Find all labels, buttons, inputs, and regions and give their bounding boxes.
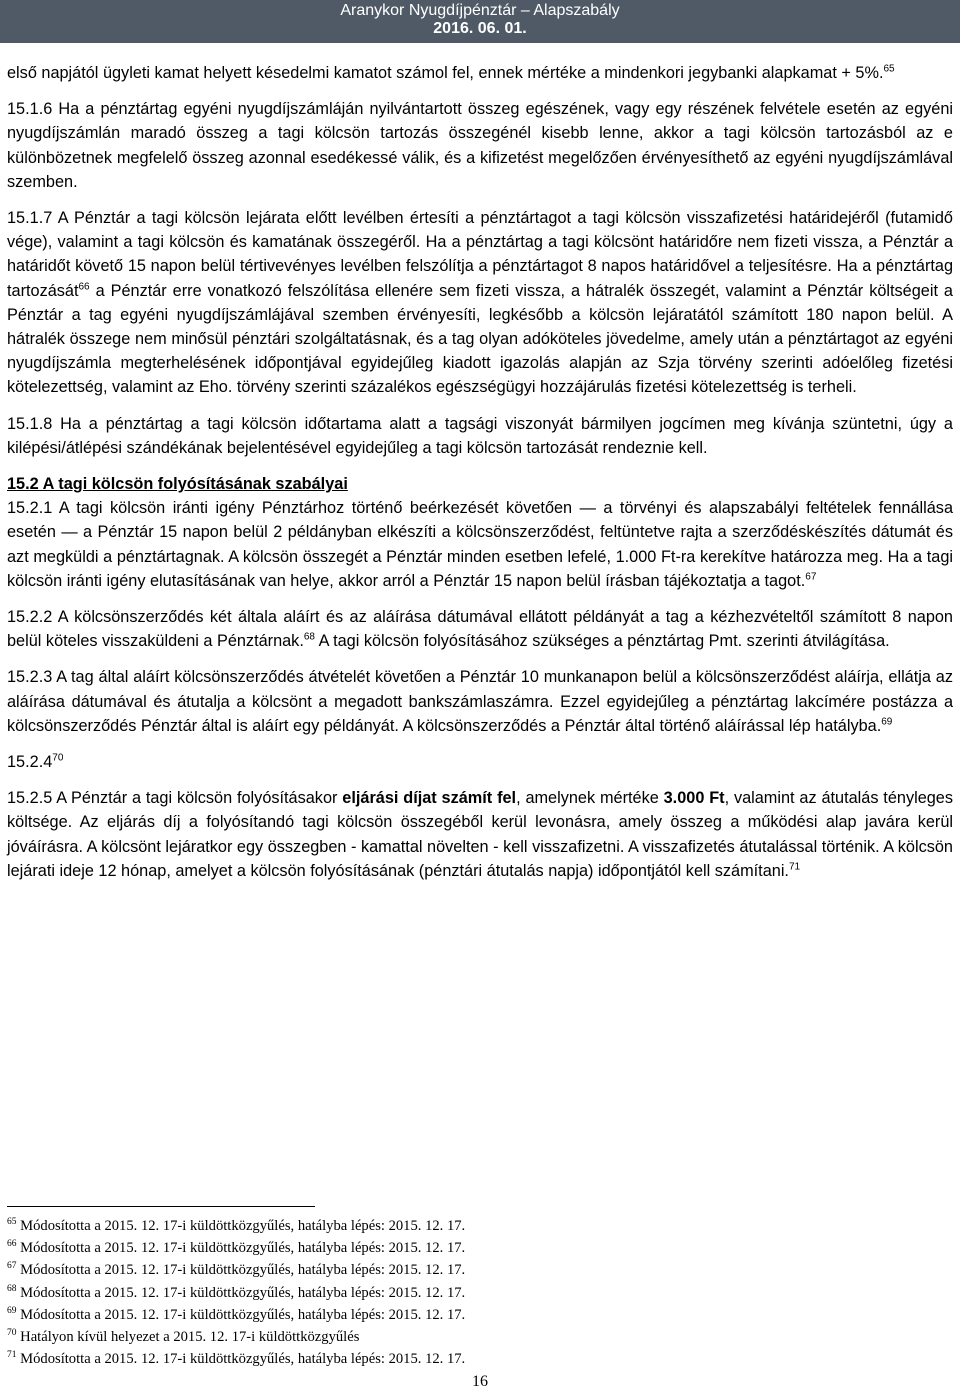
footnote: $^{68}$ Módosította a 2015. 12. 17-i küldöttközgyűlés, hatályba lépés: 2015. 12. 17. <box>7 1283 466 1301</box>
paragraph-15-2-1: 15.2.1 A tagi kölcsön iránti igény Pénztárhoz történő beérkezését követően — a törvényi és alapszabályi feltételek fennállása esetén — a Pénztár 15 napon belül 2 példányban elkészíti a kölcsönszerződést, feltüntetve rajta a szerződéskészítés dátumát és azt megküldi a pénztártagnak. A kölcsön összegét a Pénztár minden esetben lefelé, 1.000 Ft-ra kerekítve határozza meg. Ha a tagi kölcsön iránti igény elutasításának van helye, akkor arról a Pénztár 15 napon belül írásban tájékoztatja a tagot.$^{67}$ <box>7 499 953 590</box>
header-date: 2016. 06. 01. <box>433 20 527 37</box>
paragraph-15-1-6: 15.1.6 Ha a pénztártag egyéni nyugdíjszámláján nyilvántartott összeg egészének, vagy egy részének felvétele esetén az egyéni nyugdíjszámlán maradó összeg a tagi kölcsön tartozás összegénél kisebb lenne, akkor a tagi kölcsön tartozásból az e különbözetnek megfelelő összeg azonnal esedékessé válik, és a kifizetést megelőzően érvényesíthető az egyéni nyugdíjszámlával szemben. <box>7 100 953 191</box>
footnote: $^{65}$ Módosította a 2015. 12. 17-i küldöttközgyűlés, hatályba lépés: 2015. 12. 17. <box>7 1217 466 1234</box>
footnote-ref[interactable]: 70 <box>52 752 64 764</box>
footnotes <box>7 1215 947 1370</box>
section-title: 15.2 A tagi kölcsön folyósításának szabályai <box>7 475 348 494</box>
footnote-ref[interactable]: 65 <box>883 63 895 75</box>
paragraph-15-2-3: 15.2.3 A tag által aláírt kölcsönszerződés átvételét követően a Pénztár 10 munkanapon belül a kölcsönszerződést aláírja, ellátja az aláírása dátumával és átutalja a kölcsönt a megadott bankszámlaszámra. Ezzel egyidejűleg a pénztártag lakcímére postázza a kölcsönszerződés Pénztár által is aláírt egy példányát. A kölcsönszerződés a Pénztár által történő aláírással lép hatályba.$^{69}$ <box>7 668 953 735</box>
header-title: Aranykor Nyugdíjpénztár – Alapszabály <box>340 2 620 19</box>
page-number: 16 <box>472 1373 488 1390</box>
footnote-ref[interactable]: 71 <box>788 861 801 873</box>
paragraph-15-1-7: 15.1.7 A Pénztár a tagi kölcsön lejárata előtt levélben értesíti a pénztártagot a tagi kölcsön visszafizetési határidejéről (futamidő vége), valamint a tagi kölcsön és kamatának összegéről. Ha a pénztártag a tagi kölcsönt határidőre nem fizeti vissza, a Pénztár a határidőt követő 15 napon belül tértivevényes levélben felszólítja a pénztártagot 8 napos határidővel a teljesítésre. Ha a pénztártag tartozását$^{66}$ a Pénztár erre vonatkozó felszólítása ellenére sem fizeti vissza, a hátralék összegét, valamint a Pénztár költségeit a Pénztár a tag egyéni nyugdíjszámlájával szemben érvényesíti, legkésőbb a kölcsön lejáratától számított 180 napon belül. A hátralék összege nem minősül pénztári szolgáltatásnak, és a tag olyan adóköteles jövedelme, amely után a pénztártagot az egyéni nyugdíjszámla megterhelésének időpontjával egyidejűleg kiadott igazolás alapján az Szja törvény szerinti adóelőleg fizetési kötelezettség, valamint az Eho. törvény szerinti százalékos egészségügyi hozzájárulás fizetési kötelezettség is terheli. <box>7 209 953 397</box>
footnote-ref[interactable]: 69 <box>881 716 893 728</box>
paragraph-15-2-5: 15.2.5 A Pénztár a tagi kölcsön folyósításakor eljárási díjat számít fel, amelynek mértéke 3.000 Ft, valamint az átutalás tényleges költsége. Az eljárás díj a folyósítandó tagi kölcsön összegéből kerül levonásra, amely összeg a működési alap javára kerül jóváírásra. A kölcsönt lejáratkor egy összegben - kamattal növelten - kell visszafizetni. A visszafizetés átutalással történik. A kölcsön lejárati ideje 12 hónap, amelyet a kölcsön folyósításának (pénztári átutalás napja) időpontjától kell számítani.$^{71}$ <box>7 789 954 880</box>
footnote-ref[interactable]: 68 <box>303 631 315 643</box>
paragraph-continuation: első napjától ügyleti kamat helyett késedelmi kamatot számol fel, ennek mértéke a mindenkori jegybanki alapkamat + 5%.$^{65}$ <box>7 63 895 82</box>
paragraph-15-1-8: 15.1.8 Ha a pénztártag a tagi kölcsön időtartama alatt a tagsági viszonyát bármilyen jogcímen meg kívánja szüntetni, úgy a kilépési/átlépési szándékának bejelentésével egyidejűleg a tagi kölcsön tartozását rendeznie kell. <box>7 414 953 457</box>
footnote-ref[interactable]: 67 <box>805 571 817 583</box>
document-body <box>7 61 953 883</box>
footnote-separator <box>7 1206 315 1207</box>
footnote-ref[interactable]: 66 <box>78 281 90 293</box>
paragraph-15-2-4: 15.2.4$^{70}$ <box>7 752 64 772</box>
footnote: $^{67}$ Módosította a 2015. 12. 17-i küldöttközgyűlés, hatályba lépés: 2015. 12. 17. <box>7 1261 466 1279</box>
footnote: $^{66}$ Módosította a 2015. 12. 17-i küldöttközgyűlés, hatályba lépés: 2015. 12. 17. <box>7 1239 466 1257</box>
paragraph-15-2-2: 15.2.2 A kölcsönszerződés két általa aláírt és az aláírása dátumával ellátott példányát a tag a kézhezvételtől számított 8 napon belül köteles visszaküldeni a Pénztárnak.$^{68}$ A tagi kölcsön folyósításához szükséges a pénztártag Pmt. szerinti átvilágítása. <box>7 608 953 651</box>
footnote: $^{71}$ Módosította a 2015. 12. 17-i küldöttközgyűlés, hatályba lépés: 2015. 12. 17. <box>7 1350 466 1368</box>
footnote: $^{69}$ Módosította a 2015. 12. 17-i küldöttközgyűlés, hatályba lépés: 2015. 12. 17. <box>7 1305 466 1323</box>
page-header <box>0 0 960 43</box>
footnote: $^{70}$ Hatályon kívül helyezet a 2015. 12. 17-i küldöttközgyűlés <box>7 1328 360 1346</box>
